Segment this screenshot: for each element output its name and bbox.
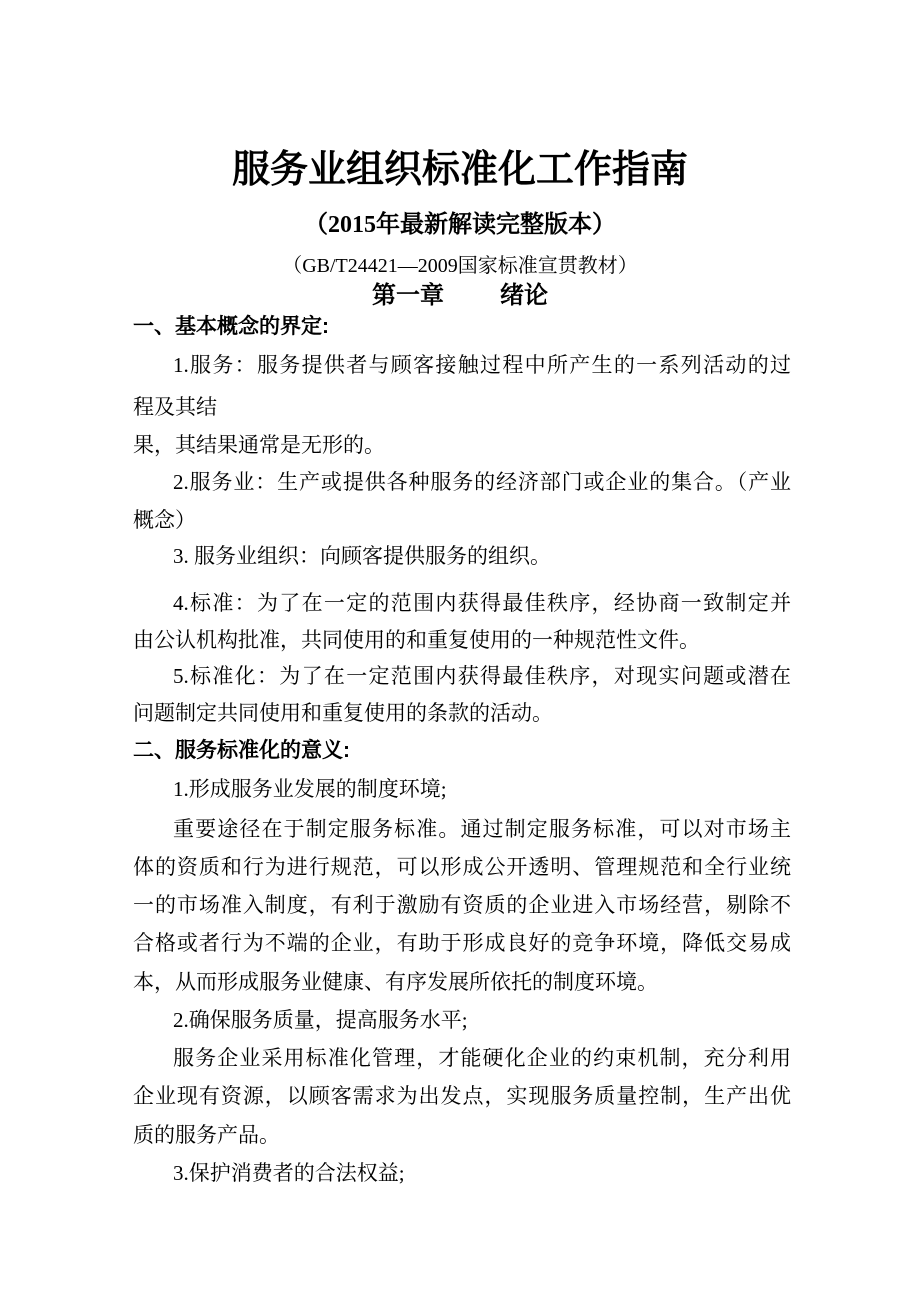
body-line: 5.标准化：为了在一定范围内获得最佳秩序，对现实问题或潜在 — [173, 664, 791, 688]
body-line: 合格或者行为不端的企业，有助于形成良好的竞争环境，降低交易成 — [133, 931, 791, 955]
body-line: 3.保护消费者的合法权益; — [173, 1161, 405, 1185]
body-line: 质的服务产品。 — [133, 1123, 280, 1147]
document-subtitle-standard: （GB/T24421—2009国家标准宣贯教材） — [282, 255, 638, 277]
body-line: 本，从而形成服务业健康、有序发展所依托的制度环境。 — [133, 970, 658, 994]
body-line: 概念） — [133, 508, 196, 532]
body-line: 程及其结 — [133, 395, 217, 419]
chapter-number: 第一章 — [372, 283, 444, 309]
body-line: 1.服务：服务提供者与顾客接触过程中所产生的一系列活动的过 — [173, 353, 791, 377]
document-title: 服务业组织标准化工作指南 — [231, 149, 688, 191]
body-line: 体的资质和行为进行规范，可以形成公开透明、管理规范和全行业统 — [133, 855, 791, 879]
body-line: 3. 服务业组织：向顾客提供服务的组织。 — [173, 544, 551, 568]
chapter-name: 绪论 — [500, 283, 548, 309]
body-line: 2.服务业：生产或提供各种服务的经济部门或企业的集合。（产业 — [173, 470, 791, 494]
body-line: 一的市场准入制度，有利于激励有资质的企业进入市场经营，剔除不 — [133, 893, 791, 917]
body-line: 重要途径在于制定服务标准。通过制定服务标准，可以对市场主 — [173, 817, 791, 841]
body-line: 果，其结果通常是无形的。 — [133, 433, 385, 457]
body-line: 2.确保服务质量，提高服务水平; — [173, 1008, 468, 1032]
chapter-heading — [0, 275, 920, 310]
section-heading: 二、服务标准化的意义: — [133, 739, 350, 762]
body-line: 企业现有资源，以顾客需求为出发点，实现服务质量控制，生产出优 — [133, 1084, 791, 1108]
body-line: 4.标准：为了在一定的范围内获得最佳秩序，经协商一致制定并 — [173, 591, 791, 615]
body-line: 问题制定共同使用和重复使用的条款的活动。 — [133, 701, 553, 725]
body-line: 1.形成服务业发展的制度环境; — [173, 777, 447, 801]
body-line: 服务企业采用标准化管理，才能硬化企业的约束机制，充分利用 — [173, 1046, 791, 1070]
body-line: 由公认机构批准，共同使用的和重复使用的一种规范性文件。 — [133, 628, 700, 652]
document-subtitle: （2015年最新解读完整版本） — [304, 212, 616, 238]
section-heading: 一、基本概念的界定: — [133, 315, 329, 338]
